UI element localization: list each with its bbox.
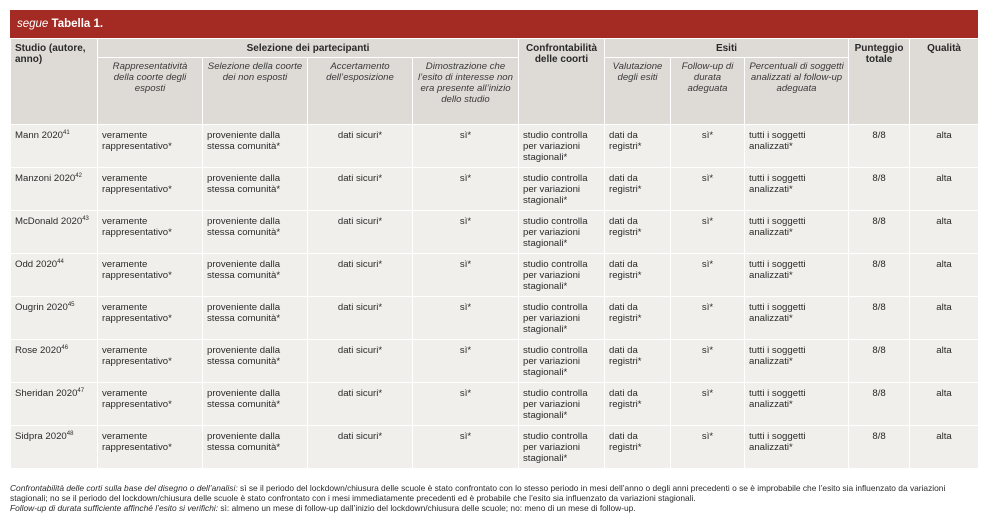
confrontabilita-cell: studio controlla per variazioni stagionali* (519, 168, 605, 211)
rappresentativita-cell: veramente rappresentativo* (98, 383, 203, 426)
reference-number: 44 (57, 258, 64, 265)
study-author-cell (11, 211, 98, 254)
dimostrazione-cell: sì* (413, 383, 519, 426)
table-row (11, 297, 979, 340)
followup-cell: sì* (671, 254, 745, 297)
selezione-non-esposti-cell: proveniente dalla stessa comunità* (203, 125, 308, 168)
accertamento-cell: dati sicuri* (308, 211, 413, 254)
score-cell: 8/8 (849, 426, 910, 469)
reference-number: 48 (66, 430, 74, 437)
valutazione-cell: dati da registri* (605, 211, 671, 254)
score-cell: 8/8 (849, 125, 910, 168)
dimostrazione-cell: sì* (413, 254, 519, 297)
table-footnotes (10, 483, 985, 514)
study-author-cell (11, 383, 98, 426)
percentuali-cell: tutti i soggetti analizzati* (745, 383, 849, 426)
quality-cell: alta (910, 254, 979, 297)
accertamento-cell: dati sicuri* (308, 254, 413, 297)
score-cell: 8/8 (849, 211, 910, 254)
percentuali-cell: tutti i soggetti analizzati* (745, 254, 849, 297)
dimostrazione-cell: sì* (413, 426, 519, 469)
reference-number: 45 (67, 301, 75, 308)
col-header-studio: Studio (autore, anno) (11, 39, 98, 125)
accertamento-cell: dati sicuri* (308, 340, 413, 383)
valutazione-cell: dati da registri* (605, 125, 671, 168)
header-row-2 (11, 58, 979, 125)
study-author: McDonald 2020 (15, 216, 83, 227)
subheader-valutazione: Valutazione degli esiti (605, 58, 671, 125)
confrontabilita-cell: studio controlla per variazioni stagionali* (519, 340, 605, 383)
selezione-non-esposti-cell: proveniente dalla stessa comunità* (203, 297, 308, 340)
subheader-followup: Follow-up di durata adeguata (671, 58, 745, 125)
reference-number: 41 (63, 129, 70, 136)
valutazione-cell: dati da registri* (605, 383, 671, 426)
rappresentativita-cell: veramente rappresentativo* (98, 340, 203, 383)
col-header-confrontabilita: Confrontabilità delle coorti (519, 39, 605, 125)
selezione-non-esposti-cell: proveniente dalla stessa comunità* (203, 211, 308, 254)
quality-cell: alta (910, 125, 979, 168)
subheader-percentuali: Percentuali di soggetti analizzati al follow-up adeguata (745, 58, 849, 125)
quality-cell: alta (910, 340, 979, 383)
table-row (11, 426, 979, 469)
study-author: Mann 2020 (15, 130, 64, 141)
confrontabilita-cell: studio controlla per variazioni stagionali* (519, 125, 605, 168)
col-header-punteggio: Punteggio totale (849, 39, 910, 125)
subheader-accertamento: Accertamento dell’esposizione (308, 58, 413, 125)
study-author: Rose 2020 (15, 345, 62, 356)
study-author-cell (11, 254, 98, 297)
followup-cell: sì* (671, 211, 745, 254)
col-header-selezione: Selezione dei partecipanti (98, 39, 519, 58)
footnote-1-label: Confrontabilità delle corti sulla base del disegno o dell’analisi: (10, 483, 238, 493)
selezione-non-esposti-cell: proveniente dalla stessa comunità* (203, 168, 308, 211)
accertamento-cell: dati sicuri* (308, 168, 413, 211)
rappresentativita-cell: veramente rappresentativo* (98, 125, 203, 168)
accertamento-cell: dati sicuri* (308, 426, 413, 469)
selezione-non-esposti-cell: proveniente dalla stessa comunità* (203, 383, 308, 426)
score-cell: 8/8 (849, 383, 910, 426)
footnote-1-text: sì se il periodo del lockdown/chiusura delle scuole è stato confrontato con lo stesso periodo in mesi dell’anno o degli anni precedenti o se è improbabile che l’esito sia influenzato da variazioni stagionali; no se il periodo del lockdown/chiusura delle scuole è stato confrontato con i mesi immediatamente precedenti ed è probabile che l’esito sia influenzato da variazioni stagionali. (10, 483, 946, 504)
study-author-cell (11, 168, 98, 211)
percentuali-cell: tutti i soggetti analizzati* (745, 125, 849, 168)
valutazione-cell: dati da registri* (605, 340, 671, 383)
footnote-2-label: Follow-up di durata sufficiente affinché l’esito si verifichi: (10, 503, 219, 514)
footnote-confrontabilita (10, 483, 985, 503)
study-author-cell (11, 426, 98, 469)
reference-number: 47 (77, 387, 85, 394)
accertamento-cell: dati sicuri* (308, 125, 413, 168)
rappresentativita-cell: veramente rappresentativo* (98, 168, 203, 211)
table-title: Tabella 1. (51, 18, 104, 30)
valutazione-cell: dati da registri* (605, 297, 671, 340)
reference-number: 43 (82, 215, 89, 222)
col-header-qualita: Qualità (910, 39, 979, 125)
study-author-cell (11, 125, 98, 168)
confrontabilita-cell: studio controlla per variazioni stagionali* (519, 426, 605, 469)
followup-cell: sì* (671, 426, 745, 469)
study-author-cell (11, 297, 98, 340)
confrontabilita-cell: studio controlla per variazioni stagionali* (519, 297, 605, 340)
rappresentativita-cell: veramente rappresentativo* (98, 254, 203, 297)
study-author: Odd 2020 (15, 259, 58, 270)
quality-cell: alta (910, 426, 979, 469)
quality-cell: alta (910, 297, 979, 340)
percentuali-cell: tutti i soggetti analizzati* (745, 340, 849, 383)
dimostrazione-cell: sì* (413, 211, 519, 254)
quality-cell: alta (910, 168, 979, 211)
followup-cell: sì* (671, 297, 745, 340)
study-author: Manzoni 2020 (15, 173, 76, 184)
footnote-followup (10, 503, 985, 513)
table-row (11, 254, 979, 297)
table-title-bar (10, 10, 978, 38)
table-row (11, 168, 979, 211)
followup-cell: sì* (671, 168, 745, 211)
followup-cell: sì* (671, 383, 745, 426)
title-prefix: segue (17, 18, 49, 30)
study-author: Ougrin 2020 (15, 302, 68, 313)
rappresentativita-cell: veramente rappresentativo* (98, 426, 203, 469)
confrontabilita-cell: studio controlla per variazioni stagionali* (519, 254, 605, 297)
table-row (11, 383, 979, 426)
score-cell: 8/8 (849, 297, 910, 340)
percentuali-cell: tutti i soggetti analizzati* (745, 426, 849, 469)
quality-assessment-table (10, 38, 979, 469)
table-container (10, 10, 978, 469)
percentuali-cell: tutti i soggetti analizzati* (745, 297, 849, 340)
percentuali-cell: tutti i soggetti analizzati* (745, 211, 849, 254)
reference-number: 42 (75, 172, 82, 179)
quality-cell: alta (910, 383, 979, 426)
study-author: Sidpra 2020 (15, 431, 67, 442)
quality-cell: alta (910, 211, 979, 254)
table-body (11, 125, 979, 469)
accertamento-cell: dati sicuri* (308, 297, 413, 340)
selezione-non-esposti-cell: proveniente dalla stessa comunità* (203, 426, 308, 469)
subheader-selezione-non-esposti: Selezione della coorte dei non esposti (203, 58, 308, 125)
followup-cell: sì* (671, 125, 745, 168)
table-row (11, 211, 979, 254)
dimostrazione-cell: sì* (413, 168, 519, 211)
footnote-2-text: sì: almeno un mese di follow-up dall’inizio del lockdown/chiusura delle scuole; no: meno di un mese di follow-up. (220, 503, 636, 514)
dimostrazione-cell: sì* (413, 297, 519, 340)
dimostrazione-cell: sì* (413, 340, 519, 383)
valutazione-cell: dati da registri* (605, 168, 671, 211)
study-author: Sheridan 2020 (15, 388, 78, 399)
selezione-non-esposti-cell: proveniente dalla stessa comunità* (203, 340, 308, 383)
valutazione-cell: dati da registri* (605, 254, 671, 297)
score-cell: 8/8 (849, 168, 910, 211)
score-cell: 8/8 (849, 254, 910, 297)
study-author-cell (11, 340, 98, 383)
confrontabilita-cell: studio controlla per variazioni stagionali* (519, 211, 605, 254)
subheader-dimostrazione: Dimostrazione che l’esito di interesse non era presente all’inizio dello studio (413, 58, 519, 125)
col-header-esiti: Esiti (605, 39, 849, 58)
accertamento-cell: dati sicuri* (308, 383, 413, 426)
rappresentativita-cell: veramente rappresentativo* (98, 297, 203, 340)
table-row (11, 340, 979, 383)
selezione-non-esposti-cell: proveniente dalla stessa comunità* (203, 254, 308, 297)
reference-number: 46 (61, 344, 69, 351)
confrontabilita-cell: studio controlla per variazioni stagionali* (519, 383, 605, 426)
dimostrazione-cell: sì* (413, 125, 519, 168)
rappresentativita-cell: veramente rappresentativo* (98, 211, 203, 254)
score-cell: 8/8 (849, 340, 910, 383)
percentuali-cell: tutti i soggetti analizzati* (745, 168, 849, 211)
header-row-1 (11, 39, 979, 58)
subheader-rappresentativita: Rappresentatività della coorte degli esposti (98, 58, 203, 125)
table-row (11, 125, 979, 168)
followup-cell: sì* (671, 340, 745, 383)
valutazione-cell: dati da registri* (605, 426, 671, 469)
